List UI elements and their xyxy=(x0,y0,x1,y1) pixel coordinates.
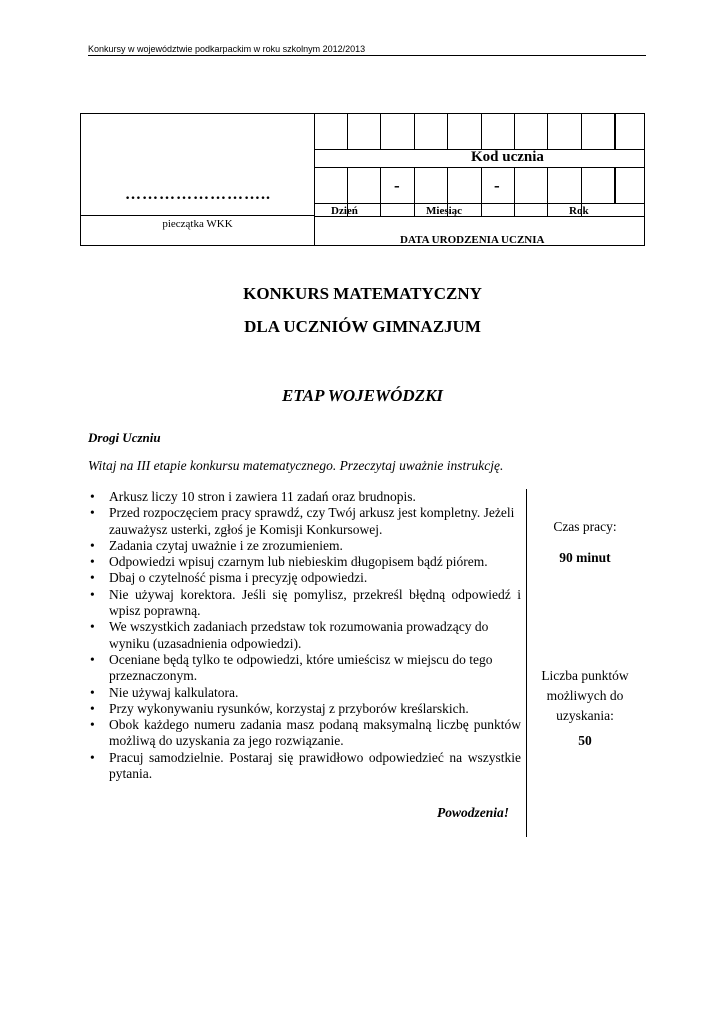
stamp-label-rule xyxy=(81,215,314,216)
points-label: Liczba punktów możliwych do uzyskania: xyxy=(541,668,629,723)
code-cell-divider xyxy=(447,114,448,149)
contest-subtitle: DLA UCZNIÓW GIMNAZJUM xyxy=(244,317,481,336)
day-label: Dzień xyxy=(331,205,358,217)
kod-ucznia-label: Kod ucznia xyxy=(471,149,544,165)
date-cell-divider xyxy=(614,167,616,203)
instruction-item: • Odpowiedzi wpisuj czarnym lub niebieskim długopisem bądź piórem. xyxy=(88,554,521,570)
contest-title: KONKURS MATEMATYCZNY xyxy=(243,284,482,303)
instruction-item: • Przed rozpoczęciem pracy sprawdź, czy Twój arkusz jest kompletny. Jeżeli zauważysz usterki, zgłoś je Komisji Konkursowej. xyxy=(88,505,521,538)
instruction-item: • Dbaj o czytelność pisma i precyzję odpowiedzi. xyxy=(88,570,521,586)
instruction-list xyxy=(88,489,521,782)
instruction-item: • Nie używaj kalkulatora. xyxy=(88,685,521,701)
date-cell-divider xyxy=(514,167,515,216)
instruction-item: • Obok każdego numeru zadania masz podaną maksymalną liczbę punktów możliwą do uzyskania za jego rozwiązanie. xyxy=(88,717,521,750)
instruction-item: • We wszystkich zadaniach przedstaw tok rozumowania prowadzący do wyniku (uzasadnienia odpowiedzi). xyxy=(88,619,521,652)
instruction-item: • Pracuj samodzielnie. Postaraj się prawidłowo odpowiedzieć na wszystkie pytania. xyxy=(88,750,521,783)
time-label: Czas pracy: xyxy=(553,519,617,534)
date-cell-divider xyxy=(380,167,381,216)
code-cell-divider xyxy=(347,114,348,149)
instruction-item: • Przy wykonywaniu rysunków, korzystaj z przyborów kreślarskich. xyxy=(88,701,521,717)
stamp-label: pieczątka WKK xyxy=(162,218,233,230)
date-dash: - xyxy=(494,176,500,195)
stamp-and-code-table xyxy=(80,113,645,246)
kod-label-rule xyxy=(314,167,644,168)
code-cell-divider xyxy=(547,114,548,149)
date-cell-divider xyxy=(414,167,415,216)
stamp-dots: …………………….. xyxy=(125,186,271,203)
column-separator xyxy=(526,489,527,837)
date-of-birth-label: DATA URODZENIA UCZNIA xyxy=(400,234,545,246)
date-cell-divider xyxy=(481,167,482,216)
code-cell-divider xyxy=(414,114,415,149)
instruction-item: • Oceniane będą tylko te odpowiedzi, które umieścisz w miejscu do tego przeznaczonym. xyxy=(88,652,521,685)
greeting: Drogi Uczniu xyxy=(88,430,161,445)
date-row-rule xyxy=(314,203,644,204)
code-cell-divider xyxy=(481,114,482,149)
instruction-item: • Nie używaj korektora. Jeśli się pomylisz, przekreśl błędną odpowiedź i wpisz poprawną. xyxy=(88,587,521,620)
stamp-divider xyxy=(314,114,315,245)
instruction-item: • Arkusz liczy 10 stron i zawiera 11 zadań oraz brudnopis. xyxy=(88,489,521,505)
header-rule xyxy=(88,55,646,56)
code-cell-divider xyxy=(614,114,616,149)
time-value: 90 minut xyxy=(559,550,611,565)
instruction-item: • Zadania czytaj uważnie i ze zrozumieniem. xyxy=(88,538,521,554)
running-header: Konkursy w województwie podkarpackim w roku szkolnym 2012/2013 xyxy=(88,44,366,54)
month-label: Miesiąc xyxy=(426,205,463,217)
year-label: Rok xyxy=(569,205,589,217)
code-cell-divider xyxy=(581,114,582,149)
points-value: 50 xyxy=(578,733,592,748)
closing-wish: Powodzenia! xyxy=(437,805,510,820)
code-cell-divider xyxy=(380,114,381,149)
code-cell-divider xyxy=(514,114,515,149)
intro-text: Witaj na III etapie konkursu matematycznego. Przeczytaj uważnie instrukcję. xyxy=(88,458,504,473)
date-dash: - xyxy=(394,176,400,195)
stage-title: ETAP WOJEWÓDZKI xyxy=(281,386,444,405)
date-cell-divider xyxy=(547,167,548,216)
date-label-rule xyxy=(314,216,644,217)
